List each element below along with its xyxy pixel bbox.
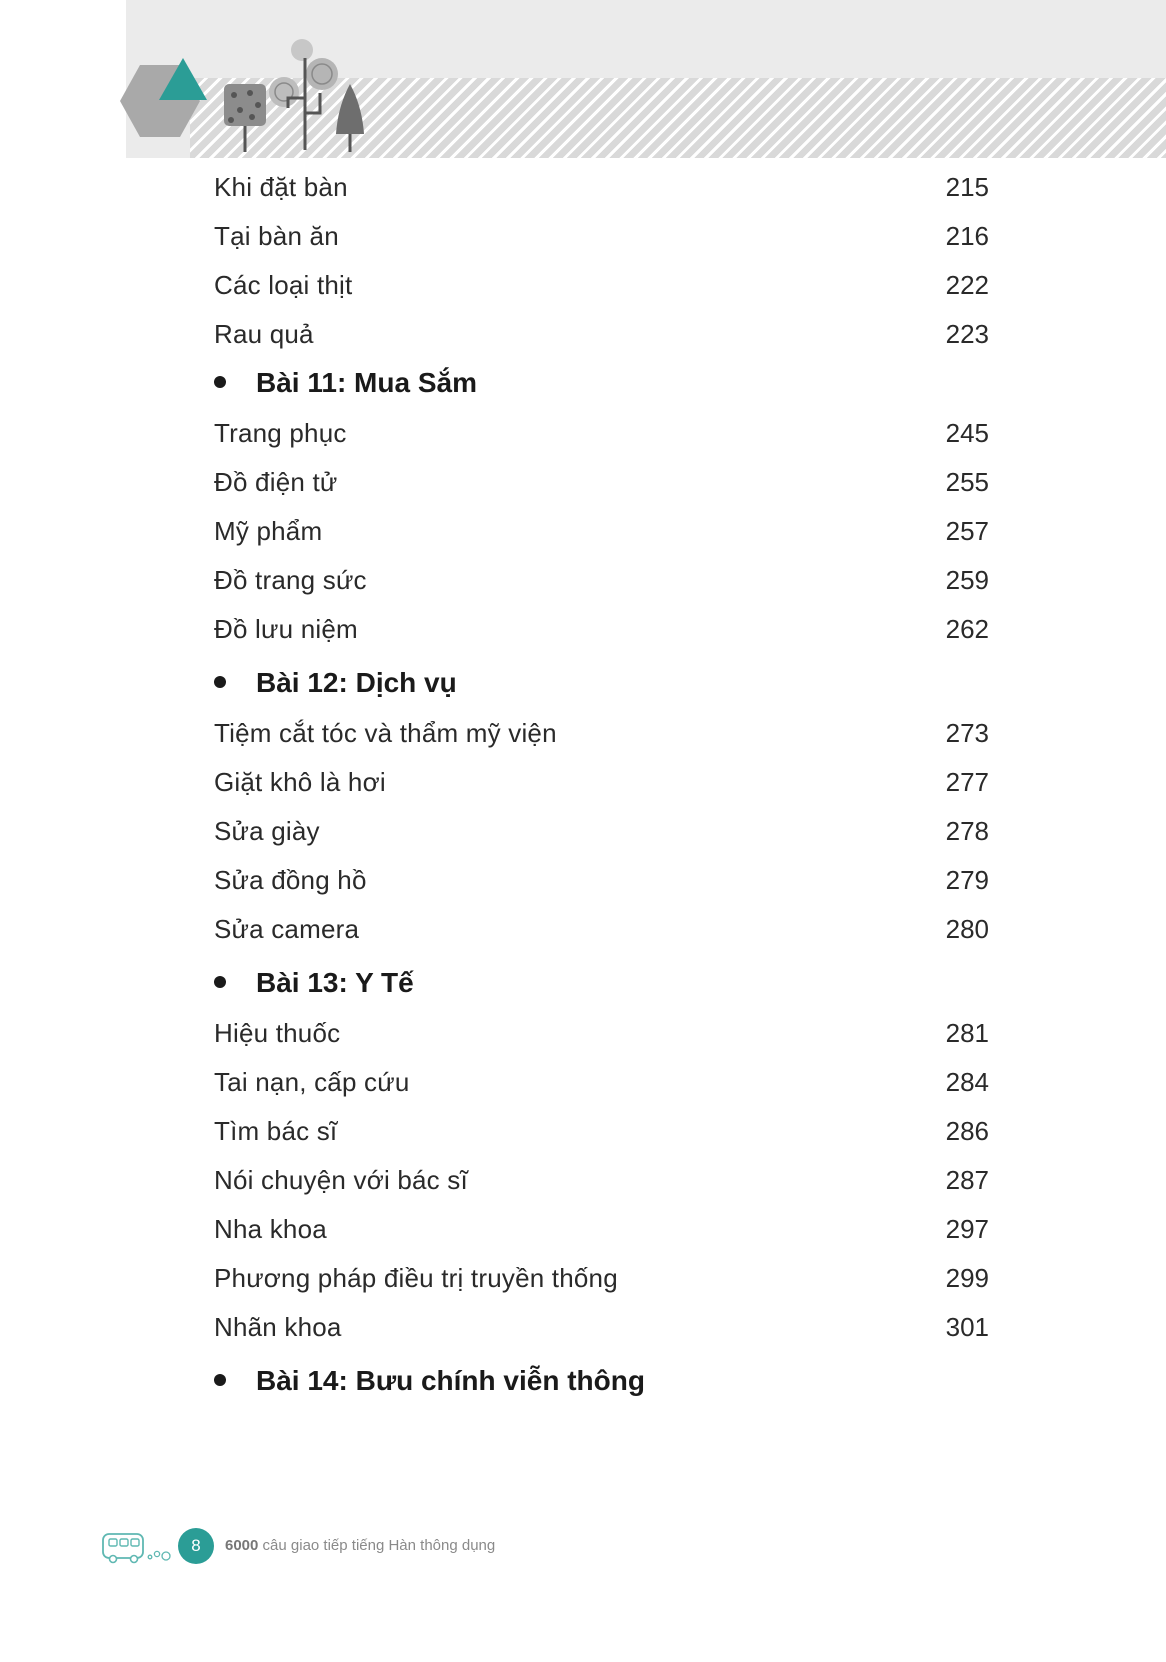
toc-entry-title: Nhãn khoa [214, 1312, 342, 1342]
toc-entry[interactable] [214, 1209, 989, 1249]
toc-entry-page: 287 [945, 1165, 989, 1195]
toc-entry-title: Các loại thịt [214, 270, 353, 300]
toc-entry-title: Hiệu thuốc [214, 1018, 341, 1048]
toc-entry-title: Đồ điện tử [214, 467, 338, 497]
toc-entry-title: Đồ lưu niệm [214, 614, 358, 644]
toc-entry[interactable] [214, 216, 989, 256]
tree-round-icon [269, 39, 338, 150]
tree-square-icon [224, 84, 266, 152]
toc-entry[interactable] [214, 265, 989, 305]
toc-entry[interactable] [214, 1111, 989, 1151]
toc-entry[interactable] [214, 1062, 989, 1102]
toc-entry-title: Đồ trang sức [214, 565, 367, 595]
toc-entry[interactable] [214, 167, 989, 207]
toc-entry[interactable] [214, 860, 989, 900]
page-number-badge: 8 [178, 1528, 214, 1564]
toc-entry-page: 259 [945, 565, 989, 595]
toc-entry-page: 278 [945, 816, 989, 846]
toc-entry[interactable] [214, 1307, 989, 1347]
toc-entry[interactable] [214, 909, 989, 949]
toc-entry-page: 255 [945, 467, 989, 497]
toc-section-title: Bài 12: Dịch vụ [256, 667, 457, 698]
toc-entry-title: Phương pháp điều trị truyền thống [214, 1263, 618, 1293]
toc-entry-page: 262 [945, 614, 989, 644]
toc-entry-page: 222 [945, 270, 989, 300]
toc-section-heading[interactable] [214, 962, 414, 1004]
bus-icon [100, 1528, 180, 1568]
toc-section-heading[interactable] [214, 1360, 645, 1402]
toc-entry[interactable] [214, 1160, 989, 1200]
toc-entry[interactable] [214, 762, 989, 802]
toc-entry-title: Sửa camera [214, 914, 360, 944]
toc-entry[interactable] [214, 560, 989, 600]
toc-entry-page: 273 [945, 718, 989, 748]
toc-section-title: Bài 13: Y Tế [256, 967, 414, 998]
toc-entry-page: 281 [945, 1018, 989, 1048]
toc-entry-title: Nói chuyện với bác sĩ [214, 1165, 468, 1195]
toc-section-title: Bài 14: Bưu chính viễn thông [256, 1365, 645, 1396]
toc-entry[interactable] [214, 314, 989, 354]
tree-pine-icon [336, 84, 364, 152]
toc-entry[interactable] [214, 713, 989, 753]
toc-entry-page: 297 [945, 1214, 989, 1244]
toc-entry-page: 245 [945, 418, 989, 448]
toc-entry-title: Tiệm cắt tóc và thẩm mỹ viện [214, 718, 557, 748]
toc-entry-page: 280 [945, 914, 989, 944]
toc-entry-page: 223 [945, 319, 989, 349]
bullet-icon [214, 976, 226, 988]
toc-entry-page: 279 [945, 865, 989, 895]
header-illustration [100, 38, 400, 188]
toc-entry-page: 301 [945, 1312, 989, 1342]
bullet-icon [214, 376, 226, 388]
toc-entry-title: Khi đặt bàn [214, 172, 348, 202]
toc-entry[interactable] [214, 413, 989, 453]
book-title [225, 1526, 495, 1566]
toc-entry-title: Sửa đồng hồ [214, 865, 367, 895]
toc-entry-title: Trang phục [214, 418, 347, 448]
toc-entry-title: Tai nạn, cấp cứu [214, 1067, 410, 1097]
toc-entry-page: 277 [945, 767, 989, 797]
toc-entry-title: Tại bàn ăn [214, 221, 339, 251]
toc-entry[interactable] [214, 1013, 989, 1053]
book-title-number: 6000 [225, 1537, 259, 1554]
toc-entry[interactable] [214, 462, 989, 502]
toc-section-heading[interactable] [214, 362, 477, 404]
toc-entry-page: 299 [945, 1263, 989, 1293]
toc-entry-title: Sửa giày [214, 816, 320, 846]
toc-section-heading[interactable] [214, 662, 457, 704]
toc-entry[interactable] [214, 511, 989, 551]
toc-entry-title: Mỹ phẩm [214, 516, 323, 546]
toc-entry-title: Nha khoa [214, 1214, 327, 1244]
toc-entry-page: 284 [945, 1067, 989, 1097]
book-title-text: câu giao tiếp tiếng Hàn thông dụng [262, 1537, 496, 1554]
toc-entry-title: Rau quả [214, 319, 314, 349]
toc-entry-page: 257 [945, 516, 989, 546]
toc-entry-title: Giặt khô là hơi [214, 767, 386, 797]
bullet-icon [214, 1374, 226, 1386]
toc-entry[interactable] [214, 811, 989, 851]
bullet-icon [214, 676, 226, 688]
page-footer [100, 1526, 700, 1570]
toc-entry-page: 216 [945, 221, 989, 251]
toc-entry[interactable] [214, 1258, 989, 1298]
toc-section-title: Bài 11: Mua Sắm [256, 367, 477, 398]
toc-entry-page: 286 [945, 1116, 989, 1146]
toc-entry-title: Tìm bác sĩ [214, 1116, 338, 1146]
toc-entry[interactable] [214, 609, 989, 649]
toc-entry-page: 215 [945, 172, 989, 202]
